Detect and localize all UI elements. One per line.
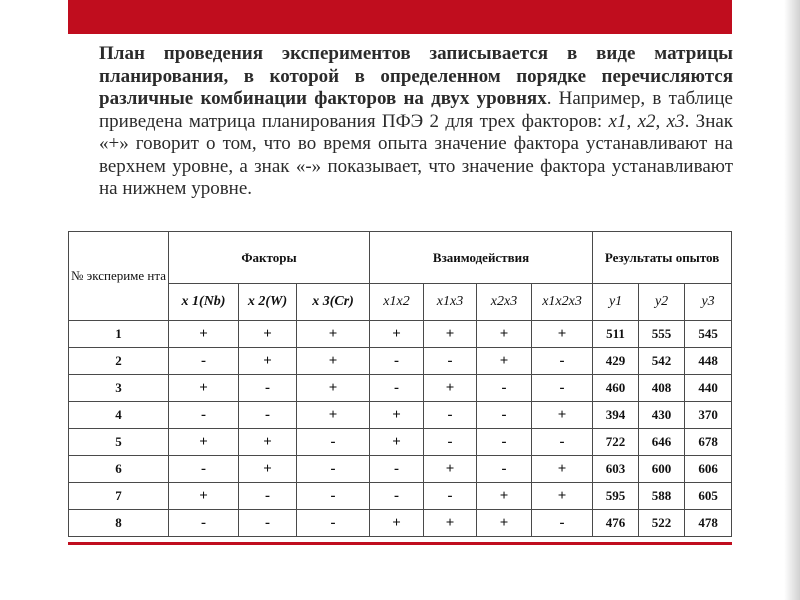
sign-cell: - — [239, 375, 297, 402]
experiment-number-cell: 3 — [69, 375, 169, 402]
paragraph-sep-1: , — [626, 110, 638, 132]
sign-cell: - — [239, 510, 297, 537]
sign-cell: - — [424, 483, 477, 510]
sign-cell: + — [532, 456, 593, 483]
sign-cell: + — [297, 348, 370, 375]
header-interaction: x1x3 — [424, 284, 477, 321]
title-bar — [68, 0, 732, 34]
sign-cell: - — [424, 402, 477, 429]
header-factor: x 1(Nb) — [169, 284, 239, 321]
header-row-groups — [69, 232, 732, 284]
result-cell: 448 — [685, 348, 732, 375]
sign-cell: + — [370, 429, 424, 456]
sign-cell: + — [169, 429, 239, 456]
sign-cell: + — [532, 483, 593, 510]
sign-cell: + — [477, 321, 532, 348]
sign-cell: - — [297, 429, 370, 456]
result-cell: 600 — [639, 456, 685, 483]
sign-cell: + — [169, 375, 239, 402]
sign-cell: + — [370, 510, 424, 537]
table-row — [69, 348, 732, 375]
result-cell: 545 — [685, 321, 732, 348]
sign-cell: + — [239, 429, 297, 456]
sign-cell: + — [297, 402, 370, 429]
result-cell: 511 — [593, 321, 639, 348]
paragraph-sep-2: , — [655, 110, 667, 132]
table-row — [69, 510, 732, 537]
result-cell: 394 — [593, 402, 639, 429]
sign-cell: - — [532, 510, 593, 537]
sign-cell: + — [424, 510, 477, 537]
sign-cell: - — [370, 456, 424, 483]
result-cell: 440 — [685, 375, 732, 402]
sign-cell: - — [532, 429, 593, 456]
sign-cell: - — [370, 375, 424, 402]
experiment-number-cell: 2 — [69, 348, 169, 375]
sign-cell: - — [424, 429, 477, 456]
experiment-number-cell: 6 — [69, 456, 169, 483]
sign-cell: + — [297, 321, 370, 348]
sign-cell: + — [370, 402, 424, 429]
sign-cell: - — [297, 483, 370, 510]
sign-cell: - — [477, 375, 532, 402]
header-interaction: x1x2x3 — [532, 284, 593, 321]
sign-cell: - — [169, 348, 239, 375]
bottom-divider — [68, 542, 732, 545]
sign-cell: + — [297, 375, 370, 402]
header-factor: x 3(Cr) — [297, 284, 370, 321]
result-cell: 606 — [685, 456, 732, 483]
table-row — [69, 321, 732, 348]
paragraph-x1: x1 — [608, 110, 627, 132]
sign-cell: + — [424, 321, 477, 348]
result-cell: 542 — [639, 348, 685, 375]
result-cell: 588 — [639, 483, 685, 510]
sign-cell: + — [239, 321, 297, 348]
sign-cell: - — [424, 348, 477, 375]
result-cell: 605 — [685, 483, 732, 510]
result-cell: 555 — [639, 321, 685, 348]
header-factor: x 2(W) — [239, 284, 297, 321]
sign-cell: - — [239, 483, 297, 510]
experiment-number-cell: 4 — [69, 402, 169, 429]
table-row — [69, 375, 732, 402]
table-row — [69, 429, 732, 456]
result-cell: 478 — [685, 510, 732, 537]
sign-cell: - — [169, 456, 239, 483]
sign-cell: - — [477, 402, 532, 429]
result-cell: 522 — [639, 510, 685, 537]
header-result: y1 — [593, 284, 639, 321]
header-result: y2 — [639, 284, 685, 321]
sign-cell: + — [477, 483, 532, 510]
sign-cell: - — [239, 402, 297, 429]
result-cell: 595 — [593, 483, 639, 510]
result-cell: 408 — [639, 375, 685, 402]
sign-cell: + — [169, 321, 239, 348]
header-interactions: Взаимодействия — [370, 232, 593, 284]
sign-cell: - — [169, 510, 239, 537]
sign-cell: - — [532, 375, 593, 402]
sign-cell: + — [532, 321, 593, 348]
result-cell: 722 — [593, 429, 639, 456]
sign-cell: - — [370, 348, 424, 375]
result-cell: 430 — [639, 402, 685, 429]
sign-cell: + — [239, 456, 297, 483]
result-cell: 460 — [593, 375, 639, 402]
sign-cell: - — [169, 402, 239, 429]
result-cell: 646 — [639, 429, 685, 456]
paragraph-bold-text: План проведения экспериментов записывается в виде матрицы планирования, в которой в определенном порядке перечисляются различные комбинации факторов на двух уровнях — [99, 43, 733, 109]
header-interaction: x2x3 — [477, 284, 532, 321]
sign-cell: - — [370, 483, 424, 510]
header-factors: Факторы — [169, 232, 370, 284]
header-row-variables — [69, 284, 732, 321]
table-row — [69, 456, 732, 483]
header-experiment-number: № экспериме нта — [69, 232, 169, 321]
result-cell: 429 — [593, 348, 639, 375]
edge-shadow — [784, 0, 800, 600]
experiment-number-cell: 8 — [69, 510, 169, 537]
paragraph-x2: x2 — [637, 110, 656, 132]
paragraph-text-1: . Например, в таблице приведена матрица планирования ПФЭ 2 для трех факторов: — [99, 88, 733, 132]
sign-cell: - — [297, 510, 370, 537]
planning-matrix-table — [68, 231, 732, 537]
sign-cell: - — [297, 456, 370, 483]
header-result: y3 — [685, 284, 732, 321]
experiment-number-cell: 7 — [69, 483, 169, 510]
result-cell: 476 — [593, 510, 639, 537]
sign-cell: + — [424, 375, 477, 402]
experiment-number-cell: 1 — [69, 321, 169, 348]
sign-cell: + — [239, 348, 297, 375]
sign-cell: - — [532, 348, 593, 375]
sign-cell: - — [477, 456, 532, 483]
sign-cell: + — [169, 483, 239, 510]
result-cell: 603 — [593, 456, 639, 483]
result-cell: 370 — [685, 402, 732, 429]
table-row — [69, 483, 732, 510]
sign-cell: + — [477, 510, 532, 537]
table-row — [69, 402, 732, 429]
result-cell: 678 — [685, 429, 732, 456]
header-results: Результаты опытов — [593, 232, 732, 284]
sign-cell: + — [532, 402, 593, 429]
sign-cell: + — [477, 348, 532, 375]
header-interaction: x1x2 — [370, 284, 424, 321]
table-body — [69, 321, 732, 537]
sign-cell: - — [477, 429, 532, 456]
paragraph-x3: x3 — [666, 110, 685, 132]
sign-cell: + — [424, 456, 477, 483]
experiment-number-cell: 5 — [69, 429, 169, 456]
paragraph-text-2: . Знак «+» говорит о том, что во время опыта значение фактора устанавливают на верхнем уровне, а знак «-» показывает, что значение фактора устанавливают на нижнем уровне. — [99, 110, 734, 199]
sign-cell: + — [370, 321, 424, 348]
description-paragraph — [99, 43, 733, 201]
